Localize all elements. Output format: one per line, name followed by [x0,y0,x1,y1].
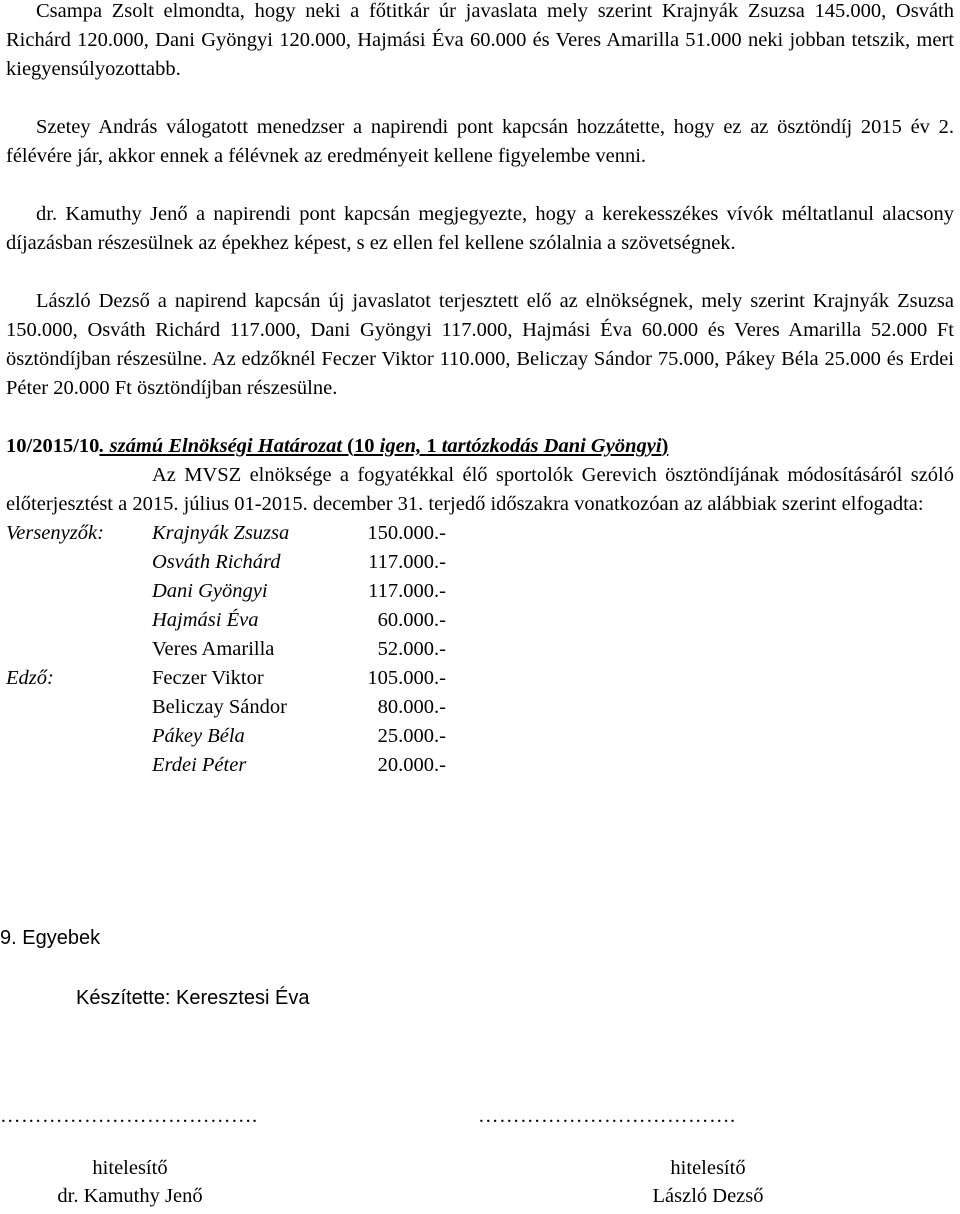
resolution-yes-word: igen, [374,435,427,457]
grant-row [6,606,954,635]
grant-amount: 20.000.- [377,754,446,776]
grant-recipient: Veres Amarilla [152,638,275,660]
signature-name-right: László Dezső [652,1185,764,1207]
grant-amount: 80.000.- [377,696,446,718]
minutes-page [6,0,954,780]
paragraph-csampa: Csampa Zsolt elmondta, hogy neki a főtitkár úr javaslata mely szerint Krajnyák Zsuzsa 145.000, Osváth Richárd 120.000, Dani Gyöngyi 120.000, Hajmási Éva 60.000 és Veres Amarilla 51.000 neki jobban tetszik, mert kiegyensúlyozottabb. [6,0,954,80]
grant-recipient: Dani Gyöngyi [152,580,268,602]
grant-category: Versenyzők: [6,522,104,544]
grant-recipient: Beliczay Sándor [152,696,287,718]
grant-row [6,635,954,664]
resolution-number: 10/2015/10 [6,435,100,457]
resolution-abstain-word: tartózkodás Dani Gyöngyi [436,435,662,457]
paragraph-laszlo: László Dezső a napirend kapcsán új javaslatot terjesztett elő az elnökségnek, mely szerint Krajnyák Zsuzsa 150.000, Osváth Richárd 117.000, Dani Gyöngyi 117.000, Hajmási Éva 60.000 és Veres Amarilla 52.000 Ft ösztöndíjban részesülne. Az edzőknél Feczer Viktor 110.000, Beliczay Sándor 75.000, Pákey Béla 25.000 és Erdei Péter 20.000 Ft ösztöndíjban részesülne. [6,290,954,399]
grant-amount: 150.000.- [367,522,446,544]
grant-amount: 105.000.- [367,667,446,689]
resolution-votes-close: ) [661,435,669,457]
grant-recipient: Hajmási Éva [152,609,259,631]
grant-amount: 60.000.- [377,609,446,631]
grant-recipient: Krajnyák Zsuzsa [152,522,290,544]
grant-row [6,519,954,548]
resolution-abstain-count: 1 [426,435,437,457]
signature-block-right [478,1102,918,1207]
paragraph-szetey: Szetey András válogatott menedzser a napirendi pont kapcsán hozzátette, hogy ez az ösztöndíj 2015 év 2. félévére jár, akkor ennek a félévnek az eredményeit kellene figyelembe venni. [6,116,954,167]
grant-amount: 117.000.- [368,551,446,573]
grant-recipient: Feczer Viktor [152,667,264,689]
grant-row [6,751,954,780]
grant-row [6,577,954,606]
grant-row [6,664,954,693]
grant-list [6,519,954,780]
resolution-yes-count: 10 [354,435,375,457]
agenda-item-other: 9. Egyebek [0,927,101,949]
signature-role-right: hitelesítő [670,1157,746,1179]
signature-name-left: dr. Kamuthy Jenő [57,1185,203,1207]
grant-recipient: Erdei Péter [152,754,247,776]
signature-block-left [0,1102,440,1207]
grant-recipient: Pákey Béla [152,725,245,747]
grant-amount: 25.000.- [377,725,446,747]
grant-amount: 117.000.- [368,580,446,602]
grant-row [6,722,954,751]
signature-line-left: ………………………………. [0,1105,258,1127]
grant-row [6,693,954,722]
grant-recipient: Osváth Richárd [152,551,281,573]
resolution-body: Az MVSZ elnöksége a fogyatékkal élő sportolók Gerevich ösztöndíjának módosításáról szóló előterjesztést a 2015. július 01-2015. december 31. terjedő időszakra vonatkozóan az alábbiak szerint elfogadta: [6,464,954,515]
signature-line-right: ………………………………. [478,1105,736,1127]
signature-role-left: hitelesítő [92,1157,168,1179]
resolution-votes-open: ( [342,435,354,457]
resolution-heading [6,432,954,461]
grant-amount: 52.000.- [377,638,446,660]
resolution-title: . számú Elnökségi Határozat [99,435,343,457]
grant-row [6,548,954,577]
prepared-by: Készítette: Keresztesi Éva [76,987,310,1009]
paragraph-kamuthy: dr. Kamuthy Jenő a napirendi pont kapcsán megjegyezte, hogy a kerekesszékes vívók méltatlanul alacsony díjazásban részesülnek az épekhez képest, s ez ellen fel kellene szólalnia a szövetségnek. [6,203,954,254]
grant-category: Edző: [6,667,54,689]
